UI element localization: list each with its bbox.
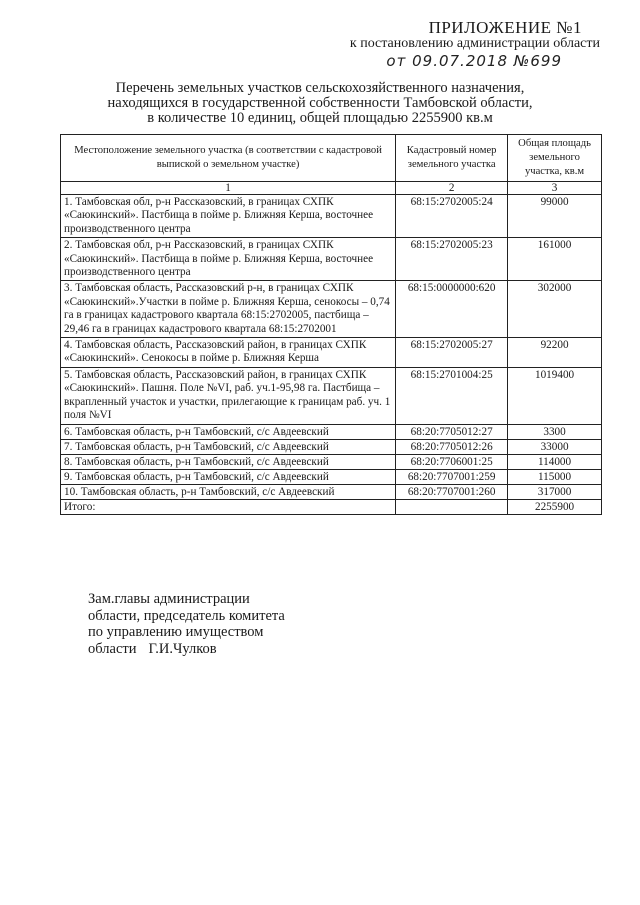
area-cell: 302000: [508, 281, 602, 338]
table-row: [61, 367, 602, 424]
column-number: 3: [508, 182, 602, 195]
location-cell: 7. Тамбовская область, р-н Тамбовский, с/с Авдеевский: [61, 439, 396, 454]
appendix-subtitle: к постановлению администрации области: [349, 36, 600, 51]
area-cell: 1019400: [508, 367, 602, 424]
header-area: Общая площадь земельного участка, кв.м: [508, 135, 602, 182]
column-number: 1: [61, 182, 396, 195]
cadastral-cell: 68:15:2701004:25: [396, 367, 508, 424]
title-line: находящихся в государственной собственности Тамбовской области,: [107, 95, 533, 111]
signature-line: Зам.главы администрации: [88, 591, 250, 607]
table-row: [61, 195, 602, 238]
area-cell: 161000: [508, 238, 602, 281]
total-empty-cell: [396, 499, 508, 514]
location-cell: 1. Тамбовская обл, р-н Рассказовский, в границах СХПК «Саюкинский». Пастбища в пойме р. Ближняя Керша, восточнее производственного центра: [61, 195, 396, 238]
location-cell: 3. Тамбовская область, Рассказовский р-н, в границах СХПК «Саюкинский».Участки в пойме р. Ближняя Керша, сенокосы – 0,74 га в границах кадастрового квартала 68:15:2702005, пастбища – 29,46 га в границах кадастрового квартала 68:15:2702001: [61, 281, 396, 338]
table-row: [61, 454, 602, 469]
area-cell: 3300: [508, 424, 602, 439]
cadastral-cell: 68:20:7705012:27: [396, 424, 508, 439]
cadastral-cell: 68:15:0000000:620: [396, 281, 508, 338]
table-row: [61, 338, 602, 368]
cadastral-cell: 68:20:7707001:260: [396, 484, 508, 499]
document-title: [60, 81, 580, 126]
handwritten-date: от 09.07.2018 №699: [386, 52, 562, 70]
cadastral-cell: 68:20:7707001:259: [396, 469, 508, 484]
signature-line: области, председатель комитета: [88, 607, 285, 624]
location-cell: 2. Тамбовская обл, р-н Рассказовский, в границах СХПК «Саюкинский». Пастбища в пойме р. Ближняя Керша, восточнее производственного центра: [61, 238, 396, 281]
total-label: Итого:: [61, 499, 396, 514]
table-row: [61, 281, 602, 338]
header-cadastral: Кадастровый номер земельного участка: [396, 135, 508, 182]
table-row: [61, 484, 602, 499]
land-plots-table: [60, 134, 602, 515]
cadastral-cell: 68:15:2702005:24: [396, 195, 508, 238]
location-cell: 9. Тамбовская область, р-н Тамбовский, с/с Авдеевский: [61, 469, 396, 484]
location-cell: 10. Тамбовская область, р-н Тамбовский, с/с Авдеевский: [61, 484, 396, 499]
area-cell: 115000: [508, 469, 602, 484]
table-row: [61, 424, 602, 439]
cadastral-cell: 68:15:2702005:23: [396, 238, 508, 281]
total-row: [61, 499, 602, 514]
table-row: [61, 439, 602, 454]
appendix-title: ПРИЛОЖЕНИЕ №1: [428, 18, 582, 37]
location-cell: 4. Тамбовская область, Рассказовский район, в границах СХПК «Саюкинский». Сенокосы в пойме р. Ближняя Керша: [61, 338, 396, 368]
area-cell: 33000: [508, 439, 602, 454]
column-number-row: [61, 182, 602, 195]
title-line: в количестве 10 единиц, общей площадью 2255900 кв.м: [147, 110, 493, 126]
signature-block: [88, 591, 285, 657]
area-cell: 317000: [508, 484, 602, 499]
header-location: Местоположение земельного участка (в соответствии с кадастровой выпиской о земельном участке): [61, 135, 396, 182]
location-cell: 8. Тамбовская область, р-н Тамбовский, с/с Авдеевский: [61, 454, 396, 469]
signature-line: по управлению имуществом: [88, 624, 264, 640]
cadastral-cell: 68:20:7706001:25: [396, 454, 508, 469]
total-value: 2255900: [508, 499, 602, 514]
signature-line: области: [88, 640, 137, 657]
cadastral-cell: 68:15:2702005:27: [396, 338, 508, 368]
table-header-row: [61, 135, 602, 182]
area-cell: 99000: [508, 195, 602, 238]
location-cell: 5. Тамбовская область, Рассказовский район, в границах СХПК «Саюкинский». Пашня. Поле №VI, раб. уч.1-95,98 га. Пастбища – вкрапленный участок и участки, прилегающие к границам раб. уч. 1 поля №VI: [61, 367, 396, 424]
column-number: 2: [396, 182, 508, 195]
location-cell: 6. Тамбовская область, р-н Тамбовский, с/с Авдеевский: [61, 424, 396, 439]
area-cell: 92200: [508, 338, 602, 368]
signatory-name: Г.И.Чулков: [148, 640, 217, 657]
area-cell: 114000: [508, 454, 602, 469]
table-row: [61, 469, 602, 484]
signature-last-line: [88, 641, 285, 658]
table-row: [61, 238, 602, 281]
title-line: Перечень земельных участков сельскохозяйственного назначения,: [115, 80, 525, 96]
cadastral-cell: 68:20:7705012:26: [396, 439, 508, 454]
